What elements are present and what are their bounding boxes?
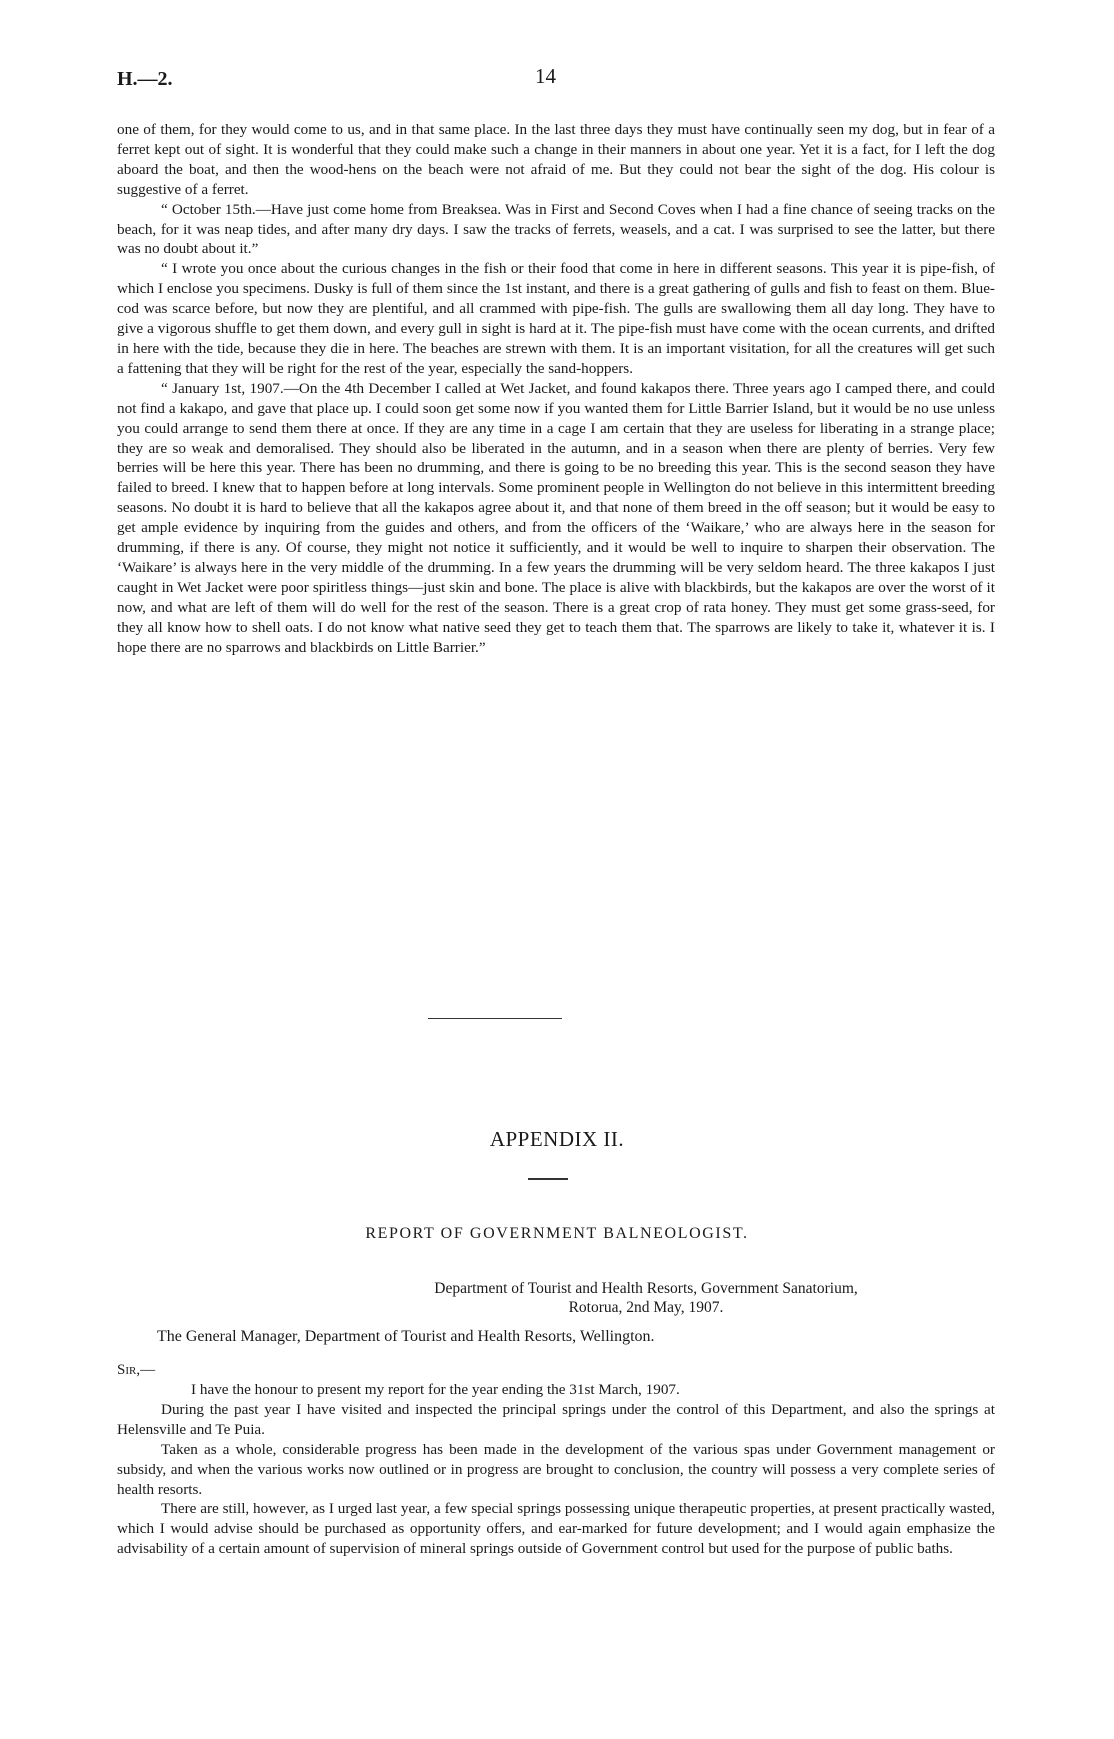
sender-address bbox=[336, 1279, 956, 1317]
address-date-line: Rotorua, 2nd May, 1907. bbox=[568, 1299, 724, 1316]
paragraph: one of them, for they would come to us, and in that same place. In the last three days they must have continually seen my dog, but in fear of a ferret kept out of sight. It is wonderful that they could make such a change in their manners in about one year. Yet it is a fact, for I left the dog aboard the boat, and then the wood-hens on the beach were not afraid of me. But they could not bear the sight of the dog. His colour is suggestive of a ferret. bbox=[117, 121, 995, 198]
paragraph: “ I wrote you once about the curious changes in the fish or their food that come in here in different seasons. This year it is pipe-fish, of which I enclose you specimens. Dusky is full of them since the 1st instant, and there is a great gathering of gulls and fish to feast on them. Blue-cod was scarce before, but now they are plentiful, and all crammed with pipe-fish. The gulls are swallowing them all day long. They have to give a vigorous shuffle to get them down, and every gull in sight is hard at it. The pipe-fish must have come with the ocean currents, and drifted in here with the tide, because they die in here. The beaches are strewn with them. It is an important visitation, for all the creatures will get such a fattening that they will be right for the rest of the year, especially the sand-hoppers. bbox=[117, 260, 995, 377]
report-body bbox=[117, 1380, 995, 1559]
report-title: REPORT OF GOVERNMENT BALNEOLOGIST. bbox=[365, 1225, 749, 1242]
page-number: 14 bbox=[535, 64, 556, 88]
paragraph: Taken as a whole, considerable progress has been made in the development of the various spas under Government management or subsidy, and when the various works now outlined or in progress are brought to conclusion, the country will possess a very complete series of health resorts. bbox=[117, 1440, 995, 1498]
appendix-heading: APPENDIX II. bbox=[489, 1127, 625, 1151]
document-reference: H.—2. bbox=[117, 68, 173, 90]
paragraph: During the past year I have visited and inspected the principal springs under the control of this Department, and also the springs at Helensville and Te Puia. bbox=[117, 1400, 995, 1438]
paragraph: “ January 1st, 1907.—On the 4th December I called at Wet Jacket, and found kakapos there. Three years ago I camped there, and could not find a kakapo, and gave that place up. I could soon get some now if you wanted them for Little Barrier Island, but it would be no use unless you could arrange to send them there at once. If they are any time in a cage I am certain that they are useless for liberating in a strange place; they are so weak and demoralised. They should also be liberated in the autumn, and in a season when there are plenty of berries. Very few berries will be here this year. There has been no drumming, and there is going to be no breeding this year. This is the second season they have failed to breed. I knew that to happen before at long intervals. Some prominent people in Wellington do not believe in this intermittent breeding seasons. No doubt it is hard to believe that all the kakapos agree about it, and that none of them breed in the off season; but it would be easy to get ample evidence by inquiring from the guides and others, and from the officers of the ‘Waikare,’ who are always here in the season for drumming, if there is any. Of course, they might not notice it sufficiently, and it would be well to inquire to sharpen their observation. The ‘Waikare’ is always here in the very middle of the drumming. In a few years the drumming will be very seldom heard. The three kakapos I just caught in Wet Jacket were poor spiritless things—just skin and bone. The place is alive with blackbirds, but the kakapos are over the worst of it now, and what are left of them will do well for the rest of the season. There is a great crop of rata honey. They must get some grass-seed, for they all know how to shell oats. I do not know what native seed they get to teach them that. The sparrows are likely to take it, whatever it is. I hope there are no sparrows and blackbirds on Little Barrier.” bbox=[117, 379, 995, 656]
paragraph: “ October 15th.—Have just come home from Breaksea. Was in First and Second Coves when I had a fine chance of seeing tracks on the beach, for it was neap tides, and after many dry days. I saw the tracks of ferrets, weasels, and a cat. I was surprised to see the latter, but there was no doubt about it.” bbox=[117, 200, 995, 258]
paragraph: There are still, however, as I urged last year, a few special springs possessing unique therapeutic properties, at present practically wasted, which I would advise should be purchased as opportunity offers, and ear-marked for future development; and I would again emphasize the advisability of a certain amount of supervision of mineral springs outside of Government control but used for the purpose of public baths. bbox=[117, 1500, 995, 1558]
section-divider bbox=[428, 1018, 562, 1019]
paragraph: I have the honour to present my report for the year ending the 31st March, 1907. bbox=[191, 1381, 680, 1398]
salutation: Sir,— bbox=[117, 1362, 156, 1378]
heading-rule bbox=[528, 1178, 568, 1180]
addressee: The General Manager, Department of Tourist and Health Resorts, Wellington. bbox=[157, 1328, 655, 1345]
page-header bbox=[117, 64, 997, 94]
address-line: Department of Tourist and Health Resorts, Government Sanatorium, bbox=[434, 1280, 858, 1297]
letter-excerpt bbox=[117, 120, 995, 657]
